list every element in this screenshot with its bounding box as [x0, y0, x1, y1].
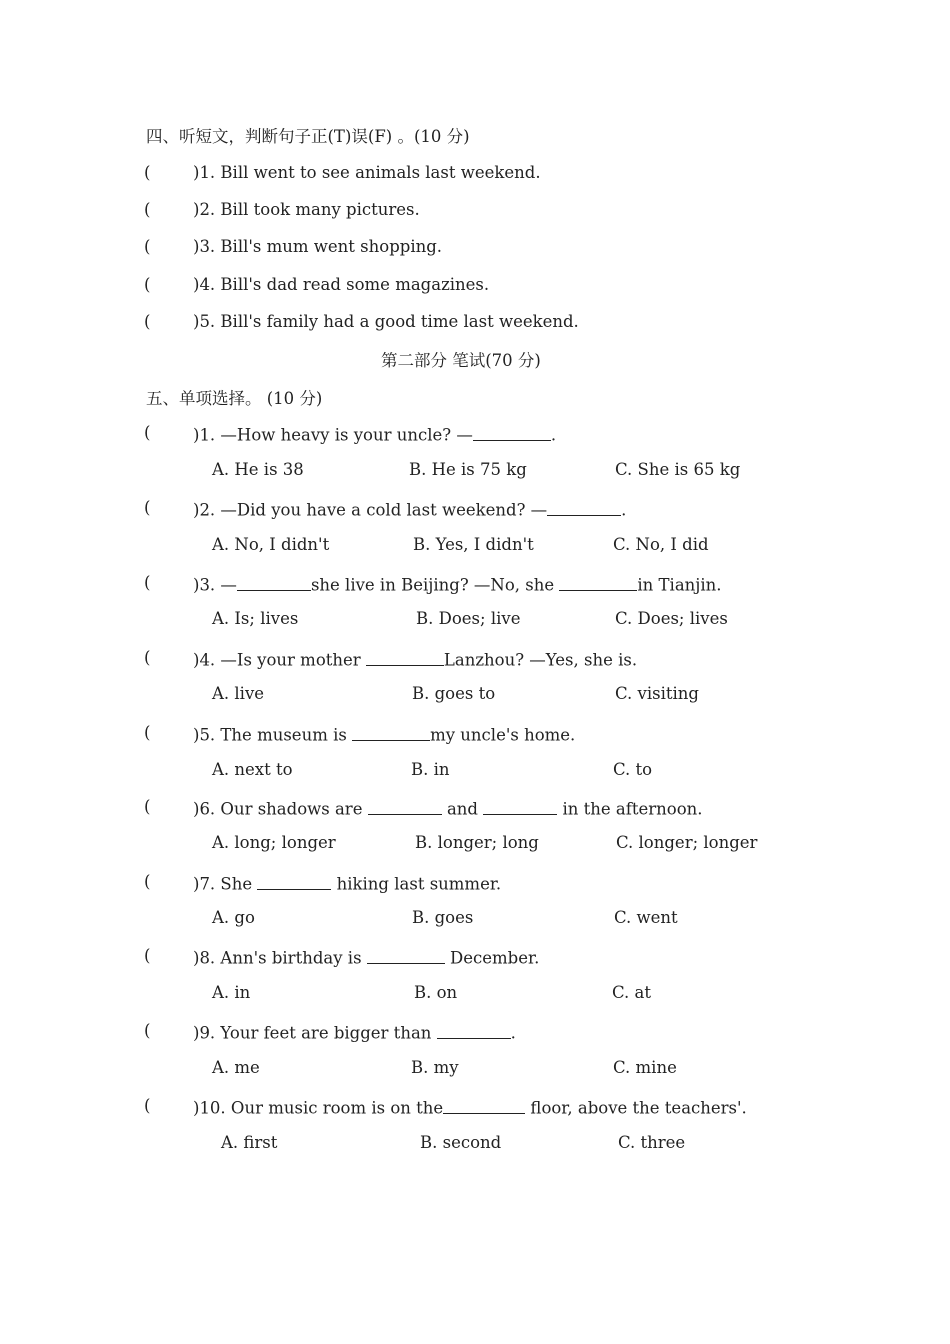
answer-blank[interactable] [559, 573, 637, 591]
q2-option-c[interactable]: C. No, I did [613, 535, 709, 554]
q9-option-c[interactable]: C. mine [613, 1058, 677, 1077]
q1-option-a[interactable]: A. He is 38 [212, 460, 304, 479]
answer-paren-open: ( [144, 1096, 151, 1115]
answer-paren-open: ( [144, 573, 151, 592]
question-7: )7. She hiking last summer. [193, 872, 501, 894]
q6-option-b[interactable]: B. longer; long [415, 833, 539, 852]
answer-paren-open: ( [144, 423, 151, 442]
answer-blank[interactable] [473, 423, 551, 441]
q3-option-c[interactable]: C. Does; lives [615, 609, 728, 628]
q4-option-b[interactable]: B. goes to [412, 684, 496, 703]
q4-option-c[interactable]: C. visiting [615, 684, 699, 703]
answer-paren-open: ( [144, 200, 151, 219]
section4-heading: 四、听短文，判断句子正(T)误(F) 。(10 分) [146, 127, 470, 146]
answer-paren-open: ( [144, 498, 151, 517]
question-3: )3. — she live in Beijing? —No, she in Tianjin. [193, 573, 722, 595]
q5-option-a[interactable]: A. next to [212, 760, 293, 779]
answer-blank[interactable] [367, 946, 445, 964]
q3-option-b[interactable]: B. Does; live [416, 609, 521, 628]
answer-blank[interactable] [352, 723, 430, 741]
q7-option-b[interactable]: B. goes [412, 908, 474, 927]
q10-option-b[interactable]: B. second [420, 1133, 502, 1152]
answer-paren-open: ( [144, 312, 151, 331]
question-2: )2. —Did you have a cold last weekend? — . [193, 498, 626, 520]
section5-heading: 五、单项选择。 (10 分) [146, 389, 323, 408]
q3-option-a[interactable]: A. Is; lives [212, 609, 299, 628]
answer-blank[interactable] [547, 498, 621, 516]
answer-paren-open: ( [144, 275, 151, 294]
answer-paren-open: ( [144, 163, 151, 182]
q5-option-c[interactable]: C. to [613, 760, 653, 779]
q9-option-a[interactable]: A. me [212, 1058, 260, 1077]
q6-option-c[interactable]: C. longer; longer [616, 833, 758, 852]
answer-paren-open: ( [144, 797, 151, 816]
q8-option-b[interactable]: B. on [414, 983, 458, 1002]
q9-option-b[interactable]: B. my [411, 1058, 459, 1077]
question-5: )5. The museum is my uncle's home. [193, 723, 575, 745]
answer-paren-open: ( [144, 237, 151, 256]
q7-option-a[interactable]: A. go [212, 908, 255, 927]
q10-option-c[interactable]: C. three [618, 1133, 686, 1152]
question-8: )8. Ann's birthday is December. [193, 946, 539, 968]
q2-option-b[interactable]: B. Yes, I didn't [413, 535, 534, 554]
q6-option-a[interactable]: A. long; longer [212, 833, 336, 852]
answer-paren-open: ( [144, 1021, 151, 1040]
answer-paren-open: ( [144, 723, 151, 742]
question-10: )10. Our music room is on the floor, above the teachers'. [193, 1096, 747, 1118]
s4-item-2: )2. Bill took many pictures. [193, 200, 420, 219]
answer-blank[interactable] [257, 872, 331, 890]
answer-blank[interactable] [368, 797, 442, 815]
q10-option-a[interactable]: A. first [221, 1133, 278, 1152]
q5-option-b[interactable]: B. in [411, 760, 450, 779]
answer-blank[interactable] [237, 573, 311, 591]
question-1: )1. —How heavy is your uncle? — . [193, 423, 556, 445]
part2-title: 第二部分 笔试(70 分) [381, 351, 541, 370]
answer-paren-open: ( [144, 946, 151, 965]
answer-blank[interactable] [437, 1021, 511, 1039]
q8-option-a[interactable]: A. in [212, 983, 251, 1002]
answer-paren-open: ( [144, 648, 151, 667]
q1-option-c[interactable]: C. She is 65 kg [615, 460, 741, 479]
s4-item-3: )3. Bill's mum went shopping. [193, 237, 443, 256]
question-9: )9. Your feet are bigger than . [193, 1021, 516, 1043]
question-4: )4. —Is your mother Lanzhou? —Yes, she is. [193, 648, 637, 670]
answer-blank[interactable] [483, 797, 557, 815]
q7-option-c[interactable]: C. went [614, 908, 678, 927]
question-6: )6. Our shadows are and in the afternoon. [193, 797, 703, 819]
answer-blank[interactable] [366, 648, 444, 666]
s4-item-5: )5. Bill's family had a good time last weekend. [193, 312, 579, 331]
s4-item-1: )1. Bill went to see animals last weekend. [193, 163, 541, 182]
q1-option-b[interactable]: B. He is 75 kg [409, 460, 527, 479]
answer-paren-open: ( [144, 872, 151, 891]
q2-option-a[interactable]: A. No, I didn't [212, 535, 330, 554]
q8-option-c[interactable]: C. at [612, 983, 651, 1002]
answer-blank[interactable] [443, 1096, 525, 1114]
s4-item-4: )4. Bill's dad read some magazines. [193, 275, 490, 294]
q4-option-a[interactable]: A. live [212, 684, 265, 703]
